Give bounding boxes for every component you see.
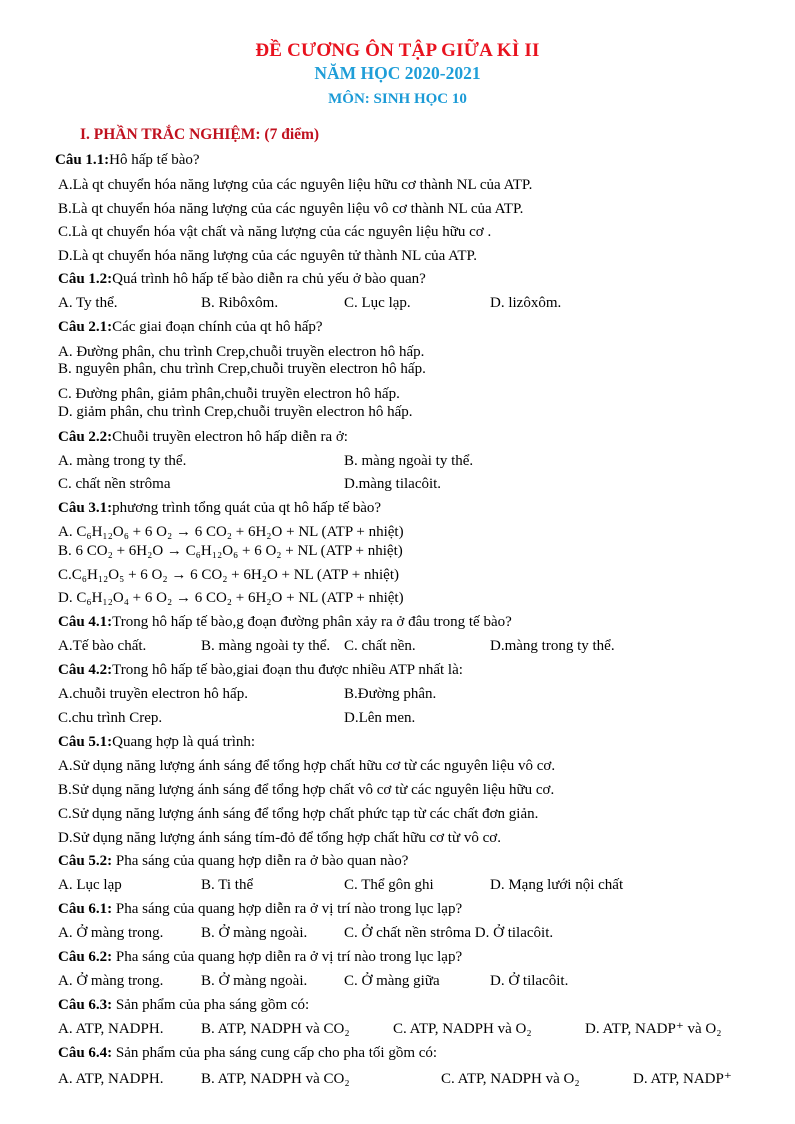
question-number: Câu 6.2: (58, 949, 113, 965)
section-heading: I. PHẦN TRẮC NGHIỆM: (7 điểm) (80, 126, 320, 143)
option: B. màng ngoài ty thể. (201, 638, 331, 654)
option: B. 6 CO₂ + 6H₂O → C₆H₁₂O₆ + 6 O₂ + NL (ATP + nhiệt) (58, 543, 403, 559)
option: B. Ti thể (201, 877, 254, 893)
option: B. Ở màng ngoài. (201, 925, 308, 941)
question-number: Câu 5.2: (58, 853, 113, 869)
option: B. Ribôxôm. (201, 295, 279, 311)
question (58, 996, 309, 1014)
option: D. ATP, NADP⁺ và O₂ (585, 1021, 722, 1037)
option: A. Lục lạp (58, 877, 122, 893)
question-text: Trong hô hấp tế bào,giai đoạn thu được nhiều ATP nhất là: (112, 662, 463, 678)
question-text: Quá trình hô hấp tế bào diễn ra chủ yếu ở bào quan? (112, 271, 426, 287)
question-number: Câu 6.1: (58, 901, 113, 917)
option: D.Lên men. (344, 710, 416, 726)
question (58, 428, 348, 446)
option: D. C₆H₁₂O₄ + 6 O₂ → 6 CO₂ + 6H₂O + NL (ATP + nhiệt) (58, 590, 404, 606)
option: A. Ở màng trong. (58, 973, 164, 989)
question-text: Sản phẩm của pha sáng cung cấp cho pha tối gồm có: (112, 1045, 438, 1061)
option: C. ATP, NADPH và O₂ (441, 1071, 580, 1087)
option: D.màng tilacôit. (344, 476, 442, 492)
option: D. Ở tilacôit. (490, 973, 569, 989)
question (58, 1044, 437, 1062)
option: D.Là qt chuyển hóa năng lượng của các nguyên tử thành NL của ATP. (58, 248, 477, 264)
question-number: Câu 4.2: (58, 662, 113, 678)
question (58, 900, 462, 918)
option: C. Đường phân, giảm phân,chuỗi truyền electron hô hấp. (58, 386, 400, 402)
school-year: NĂM HỌC 2020-2021 (314, 63, 481, 83)
question-number: Câu 4.1: (58, 614, 113, 630)
option: D. giảm phân, chu trình Crep,chuỗi truyền electron hô hấp. (58, 404, 413, 420)
option: C.Là qt chuyển hóa vật chất và năng lượng của các nguyên liệu hữu cơ . (58, 224, 492, 240)
option: A.Sử dụng năng lượng ánh sáng để tổng hợp chất hữu cơ từ các nguyên liệu vô cơ. (58, 758, 556, 774)
option: D. Mạng lưới nội chất (490, 877, 624, 893)
question (58, 661, 463, 679)
option: B.Là qt chuyển hóa năng lượng của các nguyên liệu vô cơ thành NL của ATP. (58, 201, 524, 217)
option: A.chuỗi truyền electron hô hấp. (58, 686, 248, 702)
option: B. màng ngoài ty thể. (344, 453, 474, 469)
option: B.Đường phân. (344, 686, 437, 702)
option: D. ATP, NADP⁺ (633, 1071, 732, 1087)
question-text: Trong hô hấp tế bào,g đoạn đường phân xảy ra ở đâu trong tế bào? (112, 614, 512, 630)
question (58, 852, 408, 870)
option: A. màng trong ty thể. (58, 453, 187, 469)
option: A. C₆H₁₂O₆ + 6 O₂ → 6 CO₂ + 6H₂O + NL (ATP + nhiệt) (58, 524, 404, 540)
question-number: Câu 3.1: (58, 500, 113, 516)
question (58, 270, 426, 288)
option: B.Sử dụng năng lượng ánh sáng để tổng hợp chất vô cơ từ các nguyên liệu hữu cơ. (58, 782, 555, 798)
option: C. Ở chất nền strôma D. Ở tilacôit. (344, 925, 554, 941)
question-text: Chuỗi truyền electron hô hấp diễn ra ở: (112, 429, 348, 445)
question-text: Sản phẩm của pha sáng gồm có: (112, 997, 310, 1013)
document-title: ĐỀ CƯƠNG ÔN TẬP GIỮA KÌ II (255, 40, 540, 61)
option: A. ATP, NADPH. (58, 1021, 164, 1037)
option: C.C₆H₁₂O₅ + 6 O₂ → 6 CO₂ + 6H₂O + NL (ATP + nhiệt) (58, 567, 399, 583)
option: D. lizôxôm. (490, 295, 562, 311)
option: B. nguyên phân, chu trình Crep,chuỗi truyền electron hô hấp. (58, 361, 426, 377)
option: C. Lục lạp. (344, 295, 411, 311)
question (58, 318, 323, 336)
question-text: Pha sáng của quang hợp diễn ra ở bào quan nào? (112, 853, 409, 869)
option: B. Ở màng ngoài. (201, 973, 308, 989)
option: A.Là qt chuyển hóa năng lượng của các nguyên liệu hữu cơ thành NL của ATP. (58, 177, 533, 193)
option: B. ATP, NADPH và CO₂ (201, 1021, 350, 1037)
option: C. Thể gôn ghi (344, 877, 434, 893)
question-number: Câu 2.2: (58, 429, 113, 445)
option: D.Sử dụng năng lượng ánh sáng tím-đỏ để tổng hợp chất hữu cơ từ vô cơ. (58, 830, 501, 846)
question (58, 948, 462, 966)
option: C. chất nền. (344, 638, 416, 654)
option: A. Ty thể. (58, 295, 118, 311)
option: A. Ở màng trong. (58, 925, 164, 941)
option: C.Sử dụng năng lượng ánh sáng để tổng hợp chất phức tạp từ các chất đơn giản. (58, 806, 539, 822)
question-text: Hô hấp tế bào? (109, 152, 200, 168)
question-text: Pha sáng của quang hợp diễn ra ở vị trí nào trong lục lạp? (112, 901, 463, 917)
question-number: Câu 1.2: (58, 271, 113, 287)
question (58, 613, 512, 631)
question (58, 733, 255, 751)
question-number: Câu 5.1: (58, 734, 113, 750)
subject-title: MÔN: SINH HỌC 10 (328, 91, 467, 107)
option: A. ATP, NADPH. (58, 1071, 164, 1087)
question-text: Quang hợp là quá trình: (112, 734, 256, 750)
option: C. ATP, NADPH và O₂ (393, 1021, 532, 1037)
option: C. Ở màng giữa (344, 973, 440, 989)
option: C. chất nền strôma (58, 476, 171, 492)
question-number: Câu 1.1: (55, 152, 110, 168)
question (58, 499, 381, 517)
question-number: Câu 6.3: (58, 997, 113, 1013)
option: B. ATP, NADPH và CO₂ (201, 1071, 350, 1087)
option: A.Tế bào chất. (58, 638, 147, 654)
question-number: Câu 2.1: (58, 319, 113, 335)
question-number: Câu 6.4: (58, 1045, 113, 1061)
question-text: Các giai đoạn chính của qt hô hấp? (112, 319, 323, 335)
option: A. Đường phân, chu trình Crep,chuỗi truyền electron hô hấp. (58, 344, 425, 360)
option: D.màng trong ty thể. (490, 638, 615, 654)
option: C.chu trình Crep. (58, 710, 163, 726)
question-text: phương trình tổng quát của qt hô hấp tế bào? (112, 500, 382, 516)
question (55, 151, 200, 169)
question-text: Pha sáng của quang hợp diễn ra ở vị trí nào trong lục lạp? (112, 949, 463, 965)
